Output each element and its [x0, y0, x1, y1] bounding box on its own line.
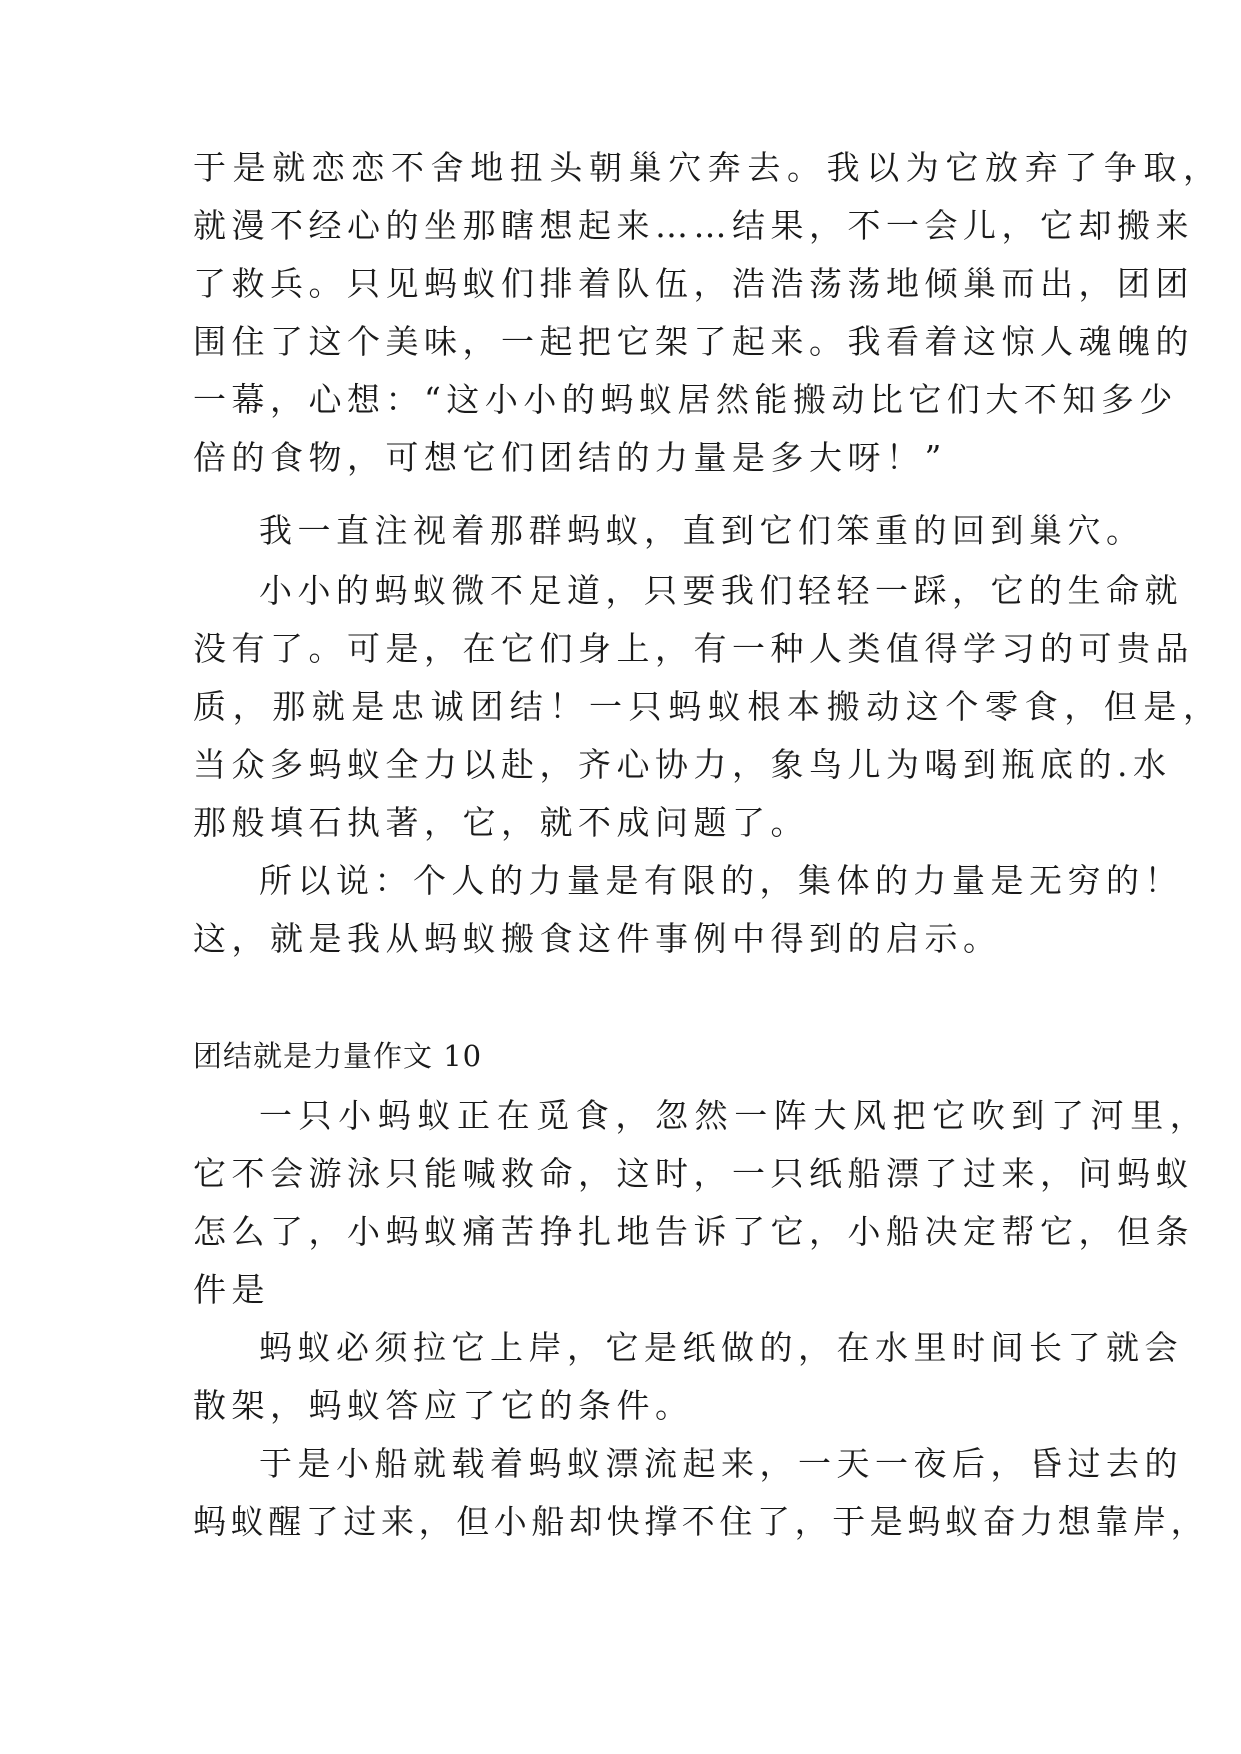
- paragraph-line: 散架，蚂蚁答应了它的条件。: [193, 1386, 694, 1425]
- paragraph-line: 这，就是我从蚂蚁搬食这件事例中得到的启示。: [193, 919, 1002, 958]
- paragraph-line: 怎么了，小蚂蚁痛苦挣扎地告诉了它，小船决定帮它，但条: [193, 1212, 1194, 1251]
- paragraph-line: 于是就恋恋不舍地扭头朝巢穴奔去。我以为它放弃了争取，: [193, 148, 1223, 187]
- paragraph-line: 就漫不经心的坐那瞎想起来……结果，不一会儿，它却搬来: [193, 206, 1194, 245]
- paragraph-line: 围住了这个美味，一起把它架了起来。我看着这惊人魂魄的: [193, 322, 1194, 361]
- paragraph-line: 质，那就是忠诚团结！一只蚂蚁根本搬动这个零食，但是，: [193, 687, 1223, 726]
- paragraph-line: 没有了。可是，在它们身上，有一种人类值得学习的可贵品: [193, 629, 1194, 668]
- paragraph-line: 我一直注视着那群蚂蚁，直到它们笨重的回到巢穴。: [259, 511, 1145, 550]
- paragraph-line: 了救兵。只见蚂蚁们排着队伍，浩浩荡荡地倾巢而出，团团: [193, 264, 1194, 303]
- paragraph-line: 小小的蚂蚁微不足道，只要我们轻轻一踩，它的生命就: [259, 571, 1183, 610]
- paragraph-line: 蚂蚁必须拉它上岸，它是纸做的，在水里时间长了就会: [259, 1328, 1183, 1367]
- paragraph-line: 一只小蚂蚁正在觅食，忽然一阵大风把它吹到了河里，: [259, 1096, 1210, 1135]
- paragraph-line: 一幕，心想：“这小小的蚂蚁居然能搬动比它们大不知多少: [193, 380, 1178, 419]
- paragraph-line: 当众多蚂蚁全力以赴，齐心协力，象鸟儿为喝到瓶底的.水: [193, 745, 1172, 784]
- section-heading: 团结就是力量作文 10: [193, 1039, 483, 1073]
- paragraph-line: 蚂蚁醒了过来，但小船却快撑不住了，于是蚂蚁奋力想靠岸，: [193, 1502, 1209, 1541]
- paragraph-line: 那般填石执著，它，就不成问题了。: [193, 803, 809, 842]
- paragraph-line: 所以说：个人的力量是有限的，集体的力量是无穷的！: [259, 861, 1183, 900]
- paragraph-line: 它不会游泳只能喊救命，这时，一只纸船漂了过来，问蚂蚁: [193, 1154, 1194, 1193]
- paragraph-line: 倍的食物，可想它们团结的力量是多大呀！”: [193, 438, 947, 477]
- paragraph-line: 件是: [193, 1270, 270, 1309]
- paragraph-line: 于是小船就载着蚂蚁漂流起来，一天一夜后，昏过去的: [259, 1444, 1183, 1483]
